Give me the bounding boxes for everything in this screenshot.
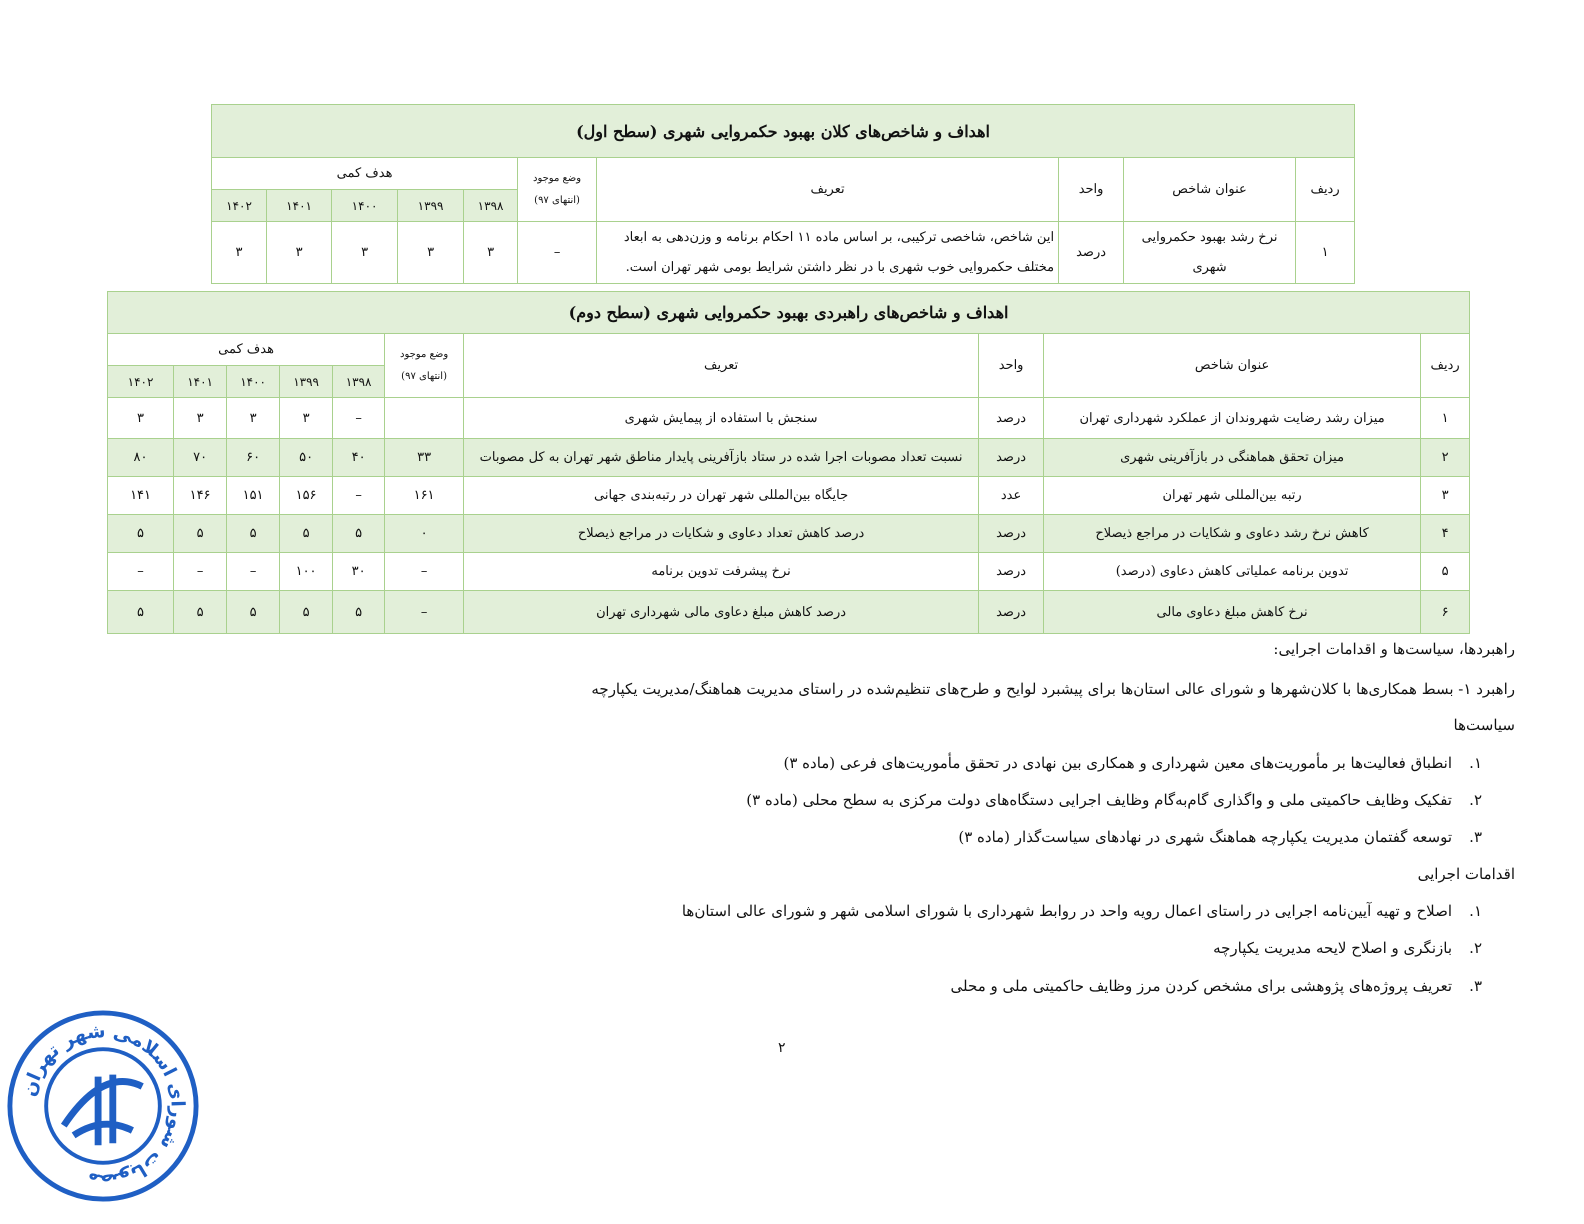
item-text: تعریف پروژه‌های پژوهشی برای مشخص کردن مرز وظایف حاکمیتی ملی و محلی bbox=[950, 977, 1452, 995]
unit: درصد bbox=[979, 398, 1044, 439]
item-text: توسعه گفتمان مدیریت یکپارچه هماهنگ شهری در نهادهای سیاست‌گذار (ماده ۳) bbox=[958, 828, 1452, 846]
row-number: ۱ bbox=[1296, 222, 1355, 284]
table-row bbox=[108, 439, 1470, 477]
target-value: ۵ bbox=[108, 591, 174, 634]
header-target: هدف کمی bbox=[212, 158, 518, 190]
year-header: ۱۳۹۹ bbox=[280, 366, 333, 398]
table-row bbox=[108, 477, 1470, 515]
strategy-1: راهبرد ۱- بسط همکاری‌ها با کلان‌شهرها و شورای عالی استان‌ها برای پیشبرد لوایح و طرح‌های تنظیم‌شده در راستای مدیریت هماهنگ/مدیریت یکپارچه bbox=[591, 680, 1515, 698]
current-status: – bbox=[385, 591, 464, 634]
indicator-title: تدوین برنامه عملیاتی کاهش دعاوی (درصد) bbox=[1044, 553, 1421, 591]
target-value: ۱۰۰ bbox=[280, 553, 333, 591]
table-row bbox=[108, 515, 1470, 553]
target-value: ۱۴۶ bbox=[174, 477, 227, 515]
table-title: اهداف و شاخص‌های راهبردی بهبود حکمروایی شهری (سطح دوم) bbox=[108, 292, 1470, 334]
target-value: ۳ bbox=[398, 222, 464, 284]
definition: درصد کاهش تعداد دعاوی و شکایات در مراجع ذیصلاح bbox=[464, 515, 979, 553]
table-row bbox=[108, 398, 1470, 439]
strategic-indicators-table bbox=[107, 291, 1470, 634]
policie-item bbox=[783, 754, 1482, 772]
year-header: ۱۴۰۰ bbox=[227, 366, 280, 398]
definition: این شاخص، شاخصی ترکیبی، بر اساس ماده ۱۱ احکام برنامه و وزن‌دهی به ابعاد مختلف حکمروایی خوب شهری با در نظر داشتن شرایط بومی شهر تهران است. bbox=[597, 222, 1059, 284]
current-status: – bbox=[385, 553, 464, 591]
target-value: – bbox=[227, 553, 280, 591]
target-value: ۸۰ bbox=[108, 439, 174, 477]
target-value: ۵ bbox=[280, 591, 333, 634]
row-number: ۱ bbox=[1421, 398, 1470, 439]
indicator-title: میزان تحقق هماهنگی در بازآفرینی شهری bbox=[1044, 439, 1421, 477]
year-header: ۱۳۹۹ bbox=[398, 190, 464, 222]
target-value: ۵ bbox=[174, 591, 227, 634]
target-value: ۳ bbox=[108, 398, 174, 439]
header-row-no: ردیف bbox=[1421, 334, 1470, 398]
target-value: ۵ bbox=[333, 515, 385, 553]
action-item bbox=[682, 902, 1482, 920]
row-number: ۴ bbox=[1421, 515, 1470, 553]
indicator-title: نرخ رشد بهبود حکمروایی شهری bbox=[1124, 222, 1296, 284]
header-status bbox=[518, 158, 597, 222]
header-definition: تعریف bbox=[597, 158, 1059, 222]
target-value: ۳ bbox=[227, 398, 280, 439]
target-value: ۳ bbox=[464, 222, 518, 284]
action-item bbox=[1213, 939, 1482, 957]
definition: نسبت تعداد مصوبات اجرا شده در ستاد بازآفرینی پایدار مناطق شهر تهران به کل مصوبات bbox=[464, 439, 979, 477]
row-number: ۵ bbox=[1421, 553, 1470, 591]
item-text: انطباق فعالیت‌ها بر مأموریت‌های معین شهرداری و همکاری بین نهادی در تحقق مأموریت‌های فرعی (ماده ۳) bbox=[783, 754, 1452, 772]
target-value: ۵ bbox=[108, 515, 174, 553]
status-sublabel: (انتهای ۹۷) bbox=[401, 370, 447, 382]
status-sublabel: (انتهای ۹۷) bbox=[534, 194, 580, 206]
macro-indicators-table bbox=[211, 104, 1355, 284]
item-number: ۲. bbox=[1469, 791, 1482, 809]
target-value: ۳ bbox=[280, 398, 333, 439]
target-value: ۵۰ bbox=[280, 439, 333, 477]
indicator-title: رتبه بین‌المللی شهر تهران bbox=[1044, 477, 1421, 515]
row-number: ۲ bbox=[1421, 439, 1470, 477]
target-value: ۷۰ bbox=[174, 439, 227, 477]
section-heading: راهبردها، سیاست‌ها و اقدامات اجرایی: bbox=[1273, 640, 1515, 658]
row-number: ۳ bbox=[1421, 477, 1470, 515]
actions-heading: اقدامات اجرایی bbox=[1417, 865, 1515, 883]
target-value: – bbox=[108, 553, 174, 591]
item-number: ۳. bbox=[1469, 828, 1482, 846]
unit: درصد bbox=[979, 515, 1044, 553]
indicator-title: کاهش نرخ رشد دعاوی و شکایات در مراجع ذیصلاح bbox=[1044, 515, 1421, 553]
unit: درصد bbox=[1059, 222, 1124, 284]
target-value: ۵ bbox=[227, 591, 280, 634]
year-header: ۱۳۹۸ bbox=[464, 190, 518, 222]
header-definition: تعریف bbox=[464, 334, 979, 398]
item-text: اصلاح و تهیه آیین‌نامه اجرایی در راستای اعمال رویه واحد در روابط شهرداری با شورای اسلامی شهر و شورای عالی استان‌ها bbox=[681, 902, 1452, 920]
council-seal-stamp bbox=[5, 1008, 201, 1204]
action-item bbox=[951, 977, 1482, 995]
status-label: وضع موجود bbox=[532, 172, 582, 184]
target-value: ۱۴۱ bbox=[108, 477, 174, 515]
target-value: ۱۵۶ bbox=[280, 477, 333, 515]
table-row bbox=[108, 591, 1470, 634]
year-header: ۱۳۹۸ bbox=[333, 366, 385, 398]
target-value: ۵ bbox=[174, 515, 227, 553]
current-status bbox=[385, 398, 464, 439]
policie-item bbox=[958, 828, 1482, 846]
item-number: ۲. bbox=[1469, 939, 1482, 957]
year-header: ۱۴۰۱ bbox=[174, 366, 227, 398]
current-status: ۳۳ bbox=[385, 439, 464, 477]
status-label: وضع موجود bbox=[400, 348, 449, 360]
indicator-title: میزان رشد رضایت شهروندان از عملکرد شهرداری تهران bbox=[1044, 398, 1421, 439]
target-value: ۶۰ bbox=[227, 439, 280, 477]
year-header: ۱۴۰۰ bbox=[332, 190, 398, 222]
unit: درصد bbox=[979, 553, 1044, 591]
svg-text:مصوبات شورای اسلامی شهر تهران: مصوبات شورای اسلامی شهر تهران bbox=[18, 1020, 188, 1192]
definition: درصد کاهش مبلغ دعاوی مالی شهرداری تهران bbox=[464, 591, 979, 634]
header-unit: واحد bbox=[979, 334, 1044, 398]
item-number: ۱. bbox=[1469, 754, 1482, 772]
table-title: اهداف و شاخص‌های کلان بهبود حکمروایی شهری (سطح اول) bbox=[212, 105, 1355, 158]
target-value: – bbox=[174, 553, 227, 591]
current-status: ۰ bbox=[385, 515, 464, 553]
target-value: ۳ bbox=[174, 398, 227, 439]
unit: درصد bbox=[979, 439, 1044, 477]
target-value: ۴۰ bbox=[333, 439, 385, 477]
item-number: ۳. bbox=[1469, 977, 1482, 995]
definition: جایگاه بین‌المللی شهر تهران در رتبه‌بندی جهانی bbox=[464, 477, 979, 515]
year-header: ۱۴۰۲ bbox=[108, 366, 174, 398]
target-value: ۵ bbox=[227, 515, 280, 553]
header-target: هدف کمی bbox=[108, 334, 385, 366]
target-value: – bbox=[333, 398, 385, 439]
target-value: ۳ bbox=[267, 222, 332, 284]
target-value: ۳ bbox=[332, 222, 398, 284]
target-value: ۳۰ bbox=[333, 553, 385, 591]
header-row-no: ردیف bbox=[1296, 158, 1355, 222]
current-status: – bbox=[518, 222, 597, 284]
header-indicator: عنوان شاخص bbox=[1044, 334, 1421, 398]
definition: نرخ پیشرفت تدوین برنامه bbox=[464, 553, 979, 591]
policie-item bbox=[746, 791, 1482, 809]
target-value: ۵ bbox=[333, 591, 385, 634]
target-value: – bbox=[333, 477, 385, 515]
page-number: ۲ bbox=[778, 1040, 786, 1056]
target-value: ۵ bbox=[280, 515, 333, 553]
target-value: ۱۵۱ bbox=[227, 477, 280, 515]
item-text: تفکیک وظایف حاکمیتی ملی و واگذاری گام‌به‌گام وظایف اجرایی دستگاه‌های دولت مرکزی به سطح محلی (ماده ۳) bbox=[746, 791, 1452, 809]
header-unit: واحد bbox=[1059, 158, 1124, 222]
current-status: ۱۶۱ bbox=[385, 477, 464, 515]
definition: سنجش با استفاده از پیمایش شهری bbox=[464, 398, 979, 439]
row-number: ۶ bbox=[1421, 591, 1470, 634]
header-status bbox=[385, 334, 464, 398]
unit: درصد bbox=[979, 591, 1044, 634]
year-header: ۱۴۰۱ bbox=[267, 190, 332, 222]
indicator-title: نرخ کاهش مبلغ دعاوی مالی bbox=[1044, 591, 1421, 634]
unit: عدد bbox=[979, 477, 1044, 515]
policies-heading: سیاست‌ها bbox=[1453, 716, 1515, 734]
table-row bbox=[212, 222, 1355, 284]
item-number: ۱. bbox=[1469, 902, 1482, 920]
target-value: ۳ bbox=[212, 222, 267, 284]
year-header: ۱۴۰۲ bbox=[212, 190, 267, 222]
header-indicator: عنوان شاخص bbox=[1124, 158, 1296, 222]
table-row bbox=[108, 553, 1470, 591]
item-text: بازنگری و اصلاح لایحه مدیریت یکپارچه bbox=[1213, 939, 1452, 957]
